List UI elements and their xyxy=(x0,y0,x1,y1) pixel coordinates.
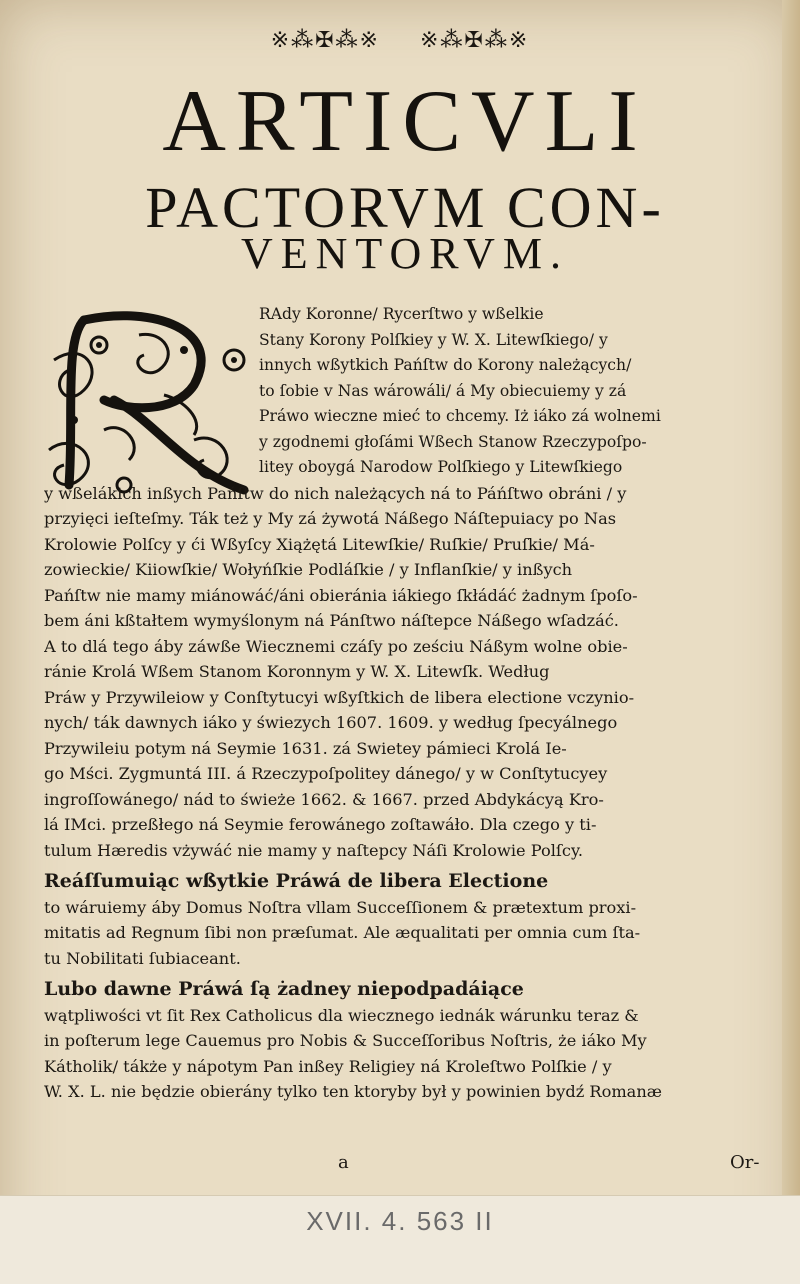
text-line: to wáruiemy áby Domus Noſtra vllam Succeſſionem & prætextum proxi- xyxy=(44,897,637,917)
text-line: Przywileiu potym ná Seymie 1631. zá Swietey pámieci Krolá Ie- xyxy=(44,738,567,758)
paragraph-3-lead: Lubo dawne Práwá ſą żadney niepodpadáiące xyxy=(44,978,524,1000)
ornament-left: ※⁂✠⁂※ xyxy=(270,28,380,53)
text-line: tu Nobilitati ſubiaceant. xyxy=(44,948,241,968)
text-line: przyięci ieſteſmy. Ták też y My zá żywotá Náßego Náſtepuiacy po Nas xyxy=(44,509,617,528)
ornament-right: ※⁂✠⁂※ xyxy=(420,28,530,53)
page-edge xyxy=(782,0,800,1284)
text-line: y wßelákich inßych Pańſtw do nich należących ná to Páńſtwo obráni / y xyxy=(44,483,627,503)
catchword: Or- xyxy=(730,1152,760,1173)
text-line: wątpliwości vt ſit Rex Catholicus dla wiecznego iednák wárunku teraz & xyxy=(44,1005,639,1025)
text-line: A to dlá tego áby záwße Wiecznemi czáſy po ześciu Náßym wolne obie- xyxy=(44,636,628,656)
text-line: W. X. L. nie będzie obierány tylko ten ktoryby był y powinien bydź Romanæ xyxy=(44,1082,662,1101)
text-line: mitatis ad Regnum ſibi non præſumat. Ale æqualitati per omnia cum ſta- xyxy=(44,923,641,942)
text-line: Práw y Przywileiow y Conſtytucyi wßyſtkich de libera electione vczynio- xyxy=(44,687,635,707)
library-strip xyxy=(0,1195,800,1284)
signature-mark: a xyxy=(338,1152,349,1173)
main-text xyxy=(44,302,766,1105)
text-line: zowieckie/ Kiiowſkie/ Wołyńſkie Podláſkie / y Inflanſkie/ y inßych xyxy=(44,560,573,579)
text-line: litey oboygá Narodow Polſkiego y Litewſkiego xyxy=(259,458,623,476)
title-line-1: ARTICVLI xyxy=(162,73,648,170)
title-line-2: PACTORVM CON- xyxy=(145,175,665,240)
text-line: y zgodnemi głoſámi Wßech Stanow Rzeczypoſpo- xyxy=(259,432,647,451)
text-line: Práwo wieczne mieć to chcemy. Iż iáko zá wolnemi xyxy=(259,407,661,425)
text-line: RAdy Koronne/ Rycerſtwo y wßelkie xyxy=(259,305,544,323)
text-line: lá IMci. przeßłego ná Seymie ferowánego zoſtawáło. Dla czego y ti- xyxy=(44,815,597,834)
text-line: ránie Krolá Wßem Stanom Koronnym y W. X. Litewſk. Według xyxy=(44,662,550,681)
text-line: go Mści. Zygmuntá III. á Rzeczypoſpolitey dánego/ y w Conſtytucyey xyxy=(44,764,608,783)
header-ornaments xyxy=(0,28,800,53)
text-line: nych/ ták dawnych iáko y świezych 1607. 1609. y według ſpecyálnego xyxy=(44,713,618,732)
text-line: Krolowie Polſcy y ći Wßyſcy Xiążętá Litewſkie/ Ruſkie/ Pruſkie/ Má- xyxy=(44,534,595,554)
text-line: bem áni kßtałtem wymyślonym ná Pánſtwo náſtepce Náßego wſadzáć. xyxy=(44,611,619,630)
text-line: tulum Hæredis vżywáć nie mamy y naſtepcy Náſi Krolowie Polſcy. xyxy=(44,840,584,860)
text-line: Stany Korony Polſkiey y W. X. Litewſkiego/ y xyxy=(259,330,608,349)
text-line: in poſterum lege Cauemus pro Nobis & Succeſſoribus Noſtris, że iáko My xyxy=(44,1031,647,1050)
title-line-3: VENTORVM. xyxy=(240,229,569,278)
text-line: innych wßytkich Pańſtw do Korony należących/ xyxy=(259,356,632,374)
shelfmark: XVII. 4. 563 II xyxy=(306,1206,494,1236)
paragraph-2-lead: Reáſſumuiąc wßytkie Práwá de libera Electione xyxy=(44,870,549,892)
text-line: Pańſtw nie mamy miánowáć/áni obieránia iákiego ſkłádáć żadnym ſpoſo- xyxy=(44,585,638,605)
text-line: ingroſſowánego/ nád to świeże 1662. & 1667. przed Abdykácyą Kro- xyxy=(44,789,604,809)
text-line: to ſobie v Nas wárowáli/ á My obiecuiemy y zá xyxy=(259,381,627,400)
text-line: Kátholik/ tákże y nápotym Pan inßey Religiey ná Kroleſtwo Polſkie / y xyxy=(44,1056,612,1076)
